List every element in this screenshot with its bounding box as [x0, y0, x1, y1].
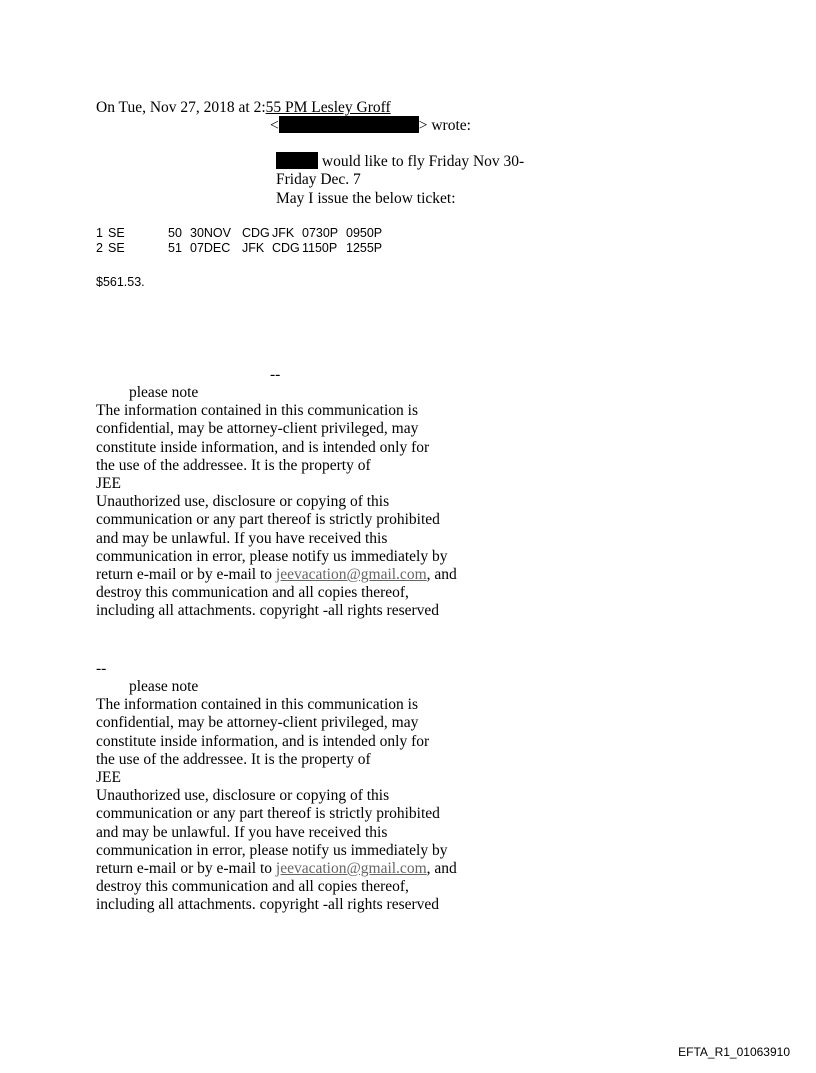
- notice-line: communication in error, please notify us immediately by: [96, 547, 448, 565]
- notice-line: including all attachments. copyright -all rights reserved: [96, 602, 440, 620]
- notice-line: communication or any part thereof is strictly prohibited: [96, 511, 440, 529]
- flight-number: 51: [168, 241, 182, 255]
- notice-line: including all attachments. copyright -all rights reserved: [96, 896, 440, 914]
- itinerary-row: [96, 226, 382, 241]
- flight-date: 07DEC: [190, 241, 231, 255]
- notice-line: confidential, may be attorney-client privileged, may: [96, 420, 419, 438]
- notice-heading: please note: [129, 384, 199, 401]
- redacted-email: [279, 116, 419, 133]
- origin: JFK: [242, 241, 265, 255]
- separator: --: [96, 660, 107, 677]
- message-line-3: May I issue the below ticket:: [276, 190, 456, 207]
- destination: JFK: [272, 226, 295, 240]
- notice-line: confidential, may be attorney-client privileged, may: [96, 714, 419, 732]
- message-line-2: Friday Dec. 7: [276, 171, 361, 188]
- notice-line: The information contained in this communication is: [96, 402, 418, 420]
- carrier: SE: [108, 226, 125, 240]
- notice-line: constitute inside information, and is intended only for: [96, 438, 430, 456]
- departure-time: 1150P: [302, 241, 338, 255]
- segment-number: 1: [96, 226, 103, 240]
- email-link[interactable]: jeevacation@gmail.com: [275, 566, 427, 584]
- carrier: SE: [108, 241, 125, 255]
- notice-line: JEE: [96, 475, 121, 493]
- confidentiality-notice: [96, 384, 516, 621]
- notice-email-line: return e-mail or by e-mail to jeevacation@gmail.com, and: [96, 860, 457, 878]
- notice-line: constitute inside information, and is intended only for: [96, 732, 430, 750]
- email-link[interactable]: jeevacation@gmail.com: [275, 860, 427, 878]
- header-intro: On Tue, Nov 27, 2018 at 2:: [96, 99, 266, 116]
- notice-line: Unauthorized use, disclosure or copying of this: [96, 787, 390, 805]
- confidentiality-notice: [96, 678, 516, 915]
- notice-line: Unauthorized use, disclosure or copying of this: [96, 493, 390, 511]
- flight-date: 30NOV: [190, 226, 231, 240]
- message-line-1: [276, 152, 524, 171]
- notice-line: communication in error, please notify us immediately by: [96, 841, 448, 859]
- segment-number: 2: [96, 241, 103, 255]
- departure-time: 0730P: [302, 226, 339, 240]
- itinerary-row: [96, 241, 382, 256]
- separator: --: [270, 366, 281, 383]
- redacted-name: [276, 152, 318, 169]
- message-text-1: would like to fly Friday Nov 30-: [318, 153, 525, 170]
- email-address-line: [270, 116, 471, 135]
- header-sender: 55 PM Lesley Groff: [265, 99, 391, 116]
- notice-line: destroy this communication and all copies thereof,: [96, 584, 409, 602]
- document-id: EFTA_R1_01063910: [678, 1045, 790, 1059]
- notice-heading: please note: [129, 678, 199, 695]
- notice-line: the use of the addressee. It is the property of: [96, 750, 371, 768]
- destination: CDG: [272, 241, 300, 255]
- notice-line: JEE: [96, 769, 121, 787]
- email-header-line: [96, 99, 391, 117]
- arrival-time: 0950P: [346, 226, 383, 240]
- notice-line: The information contained in this communication is: [96, 696, 418, 714]
- arrival-time: 1255P: [346, 241, 383, 255]
- ticket-price: $561.53.: [96, 275, 145, 289]
- flight-number: 50: [168, 226, 182, 240]
- notice-email-line: return e-mail or by e-mail to jeevacation@gmail.com, and: [96, 566, 457, 584]
- origin: CDG: [242, 226, 270, 240]
- notice-line: and may be unlawful. If you have received this: [96, 823, 388, 841]
- lt-bracket: <: [270, 117, 279, 134]
- notice-line: communication or any part thereof is strictly prohibited: [96, 805, 440, 823]
- notice-line: destroy this communication and all copies thereof,: [96, 878, 409, 896]
- notice-line: and may be unlawful. If you have received this: [96, 529, 388, 547]
- notice-line: the use of the addressee. It is the property of: [96, 456, 371, 474]
- wrote-text: > wrote:: [418, 117, 471, 134]
